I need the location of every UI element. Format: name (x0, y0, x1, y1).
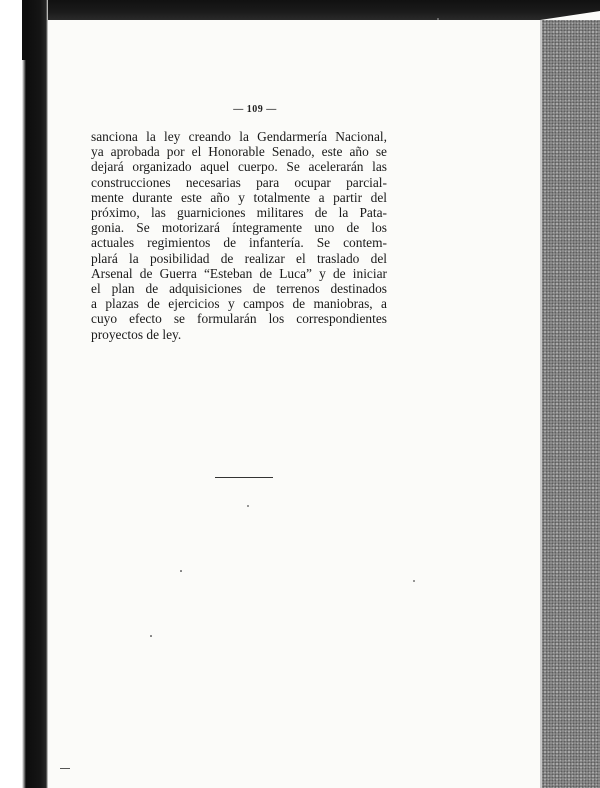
paper-speck (413, 580, 415, 582)
text-line: Arsenal de Guerra “Esteban de Luca” y de iniciar (91, 265, 387, 281)
text-line: actuales regimientos de infantería. Se contem- (91, 235, 387, 251)
text-line: sanciona la ley creando la Gendarmería Nacional, (91, 129, 387, 144)
text-line: ya aprobada por el Honorable Senado, este año se (91, 144, 387, 160)
text-line: cuyo efecto se formularán los correspondientes (91, 311, 387, 327)
paper-speck (150, 635, 152, 637)
body-paragraph (91, 129, 387, 342)
paper-speck (180, 570, 182, 572)
paper-speck (437, 18, 439, 20)
text-line: a plazas de ejercicios y campos de maniobras, a (91, 296, 387, 312)
text-line: plará la posibilidad de realizar el traslado del (91, 250, 387, 266)
text-line: dejará organizado aquel cuerpo. Se acelerarán las (91, 159, 387, 175)
text-line: proyectos de ley. (91, 326, 182, 342)
binding-shadow-left (0, 0, 48, 788)
end-of-section-rule (215, 477, 273, 478)
paper-speck (247, 505, 249, 507)
scan-artifact-mark (60, 768, 70, 769)
page-number: — 109 — (233, 104, 277, 115)
text-line: gonia. Se motorizará íntegramente uno de los (91, 220, 387, 236)
text-line: construcciones necesarias para ocupar parcial- (91, 174, 387, 190)
text-line: el plan de adquisiciones de terrenos destinados (91, 281, 387, 297)
text-line: mente durante este año y totalmente a partir del (91, 189, 387, 205)
binding-shadow-top (0, 0, 600, 20)
text-line: próximo, las guarniciones militares de la Pata- (91, 205, 387, 221)
adjacent-page-edge (542, 20, 600, 788)
